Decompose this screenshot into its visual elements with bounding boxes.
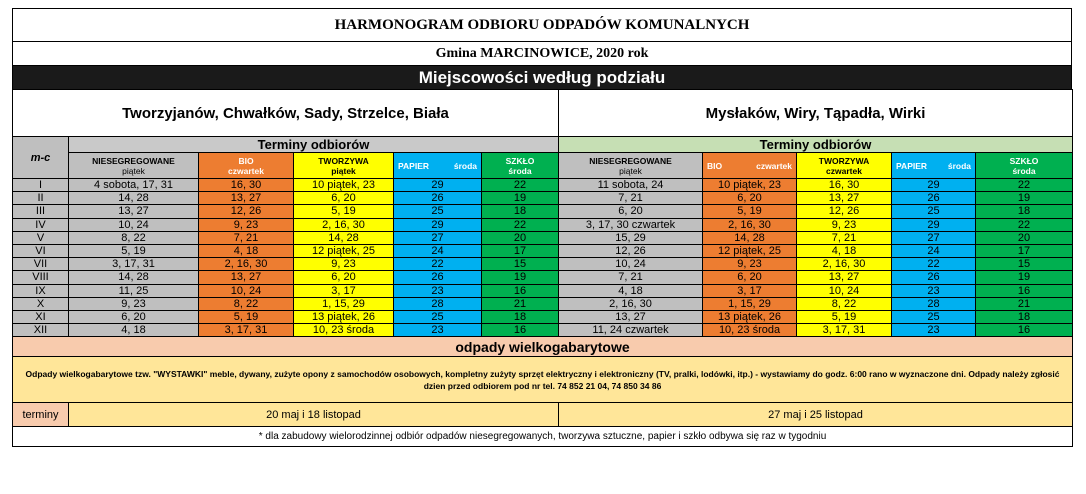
left-tworzywa-cell: 6, 20 [294, 192, 394, 205]
left-tworzywa-cell: 14, 28 [294, 231, 394, 244]
right-bio-cell: 5, 19 [703, 205, 797, 218]
right-szklo-cell: 21 [976, 297, 1073, 310]
right-papier-cell: 29 [892, 179, 976, 192]
month-label: II [13, 192, 69, 205]
right-tworzywa-cell: 5, 19 [797, 310, 892, 323]
right-areas: Mysłaków, Wiry, Tąpadła, Wirki [559, 90, 1073, 137]
right-bio-cell: 2, 16, 30 [703, 218, 797, 231]
section-header: Miejscowości według podziału [12, 65, 1072, 89]
left-niesegregowane-cell: 6, 20 [69, 310, 199, 323]
month-label: VI [13, 244, 69, 257]
left-niesegregowane-cell: 5, 19 [69, 244, 199, 257]
left-niesegregowane-cell: 10, 24 [69, 218, 199, 231]
left-szklo-cell: 18 [482, 310, 559, 323]
right-bulky-terms: 27 maj i 25 listopad [559, 403, 1073, 427]
right-szklo-cell: 22 [976, 218, 1073, 231]
left-bio-cell: 16, 30 [199, 179, 294, 192]
left-szklo-cell: 22 [482, 218, 559, 231]
table-row [13, 218, 1073, 231]
left-szklo-cell: 21 [482, 297, 559, 310]
schedule-sheet [12, 8, 1072, 447]
month-label: I [13, 179, 69, 192]
left-bio-cell: 4, 18 [199, 244, 294, 257]
right-szklo-cell: 16 [976, 324, 1073, 337]
month-label: IV [13, 218, 69, 231]
month-label: XI [13, 310, 69, 323]
right-papier-cell: 23 [892, 324, 976, 337]
month-label: III [13, 205, 69, 218]
right-papier-cell: 29 [892, 218, 976, 231]
right-header-bio: BIO czwartek [703, 153, 797, 179]
right-terminy-header: Terminy odbiorów [559, 137, 1073, 153]
left-papier-cell: 24 [394, 244, 482, 257]
month-label: XII [13, 324, 69, 337]
month-label: IX [13, 284, 69, 297]
right-niesegregowane-cell: 7, 21 [559, 271, 703, 284]
left-szklo-cell: 22 [482, 179, 559, 192]
right-tworzywa-cell: 2, 16, 30 [797, 258, 892, 271]
left-tworzywa-cell: 13 piątek, 26 [294, 310, 394, 323]
right-szklo-cell: 15 [976, 258, 1073, 271]
left-bio-cell: 13, 27 [199, 271, 294, 284]
right-tworzywa-cell: 4, 18 [797, 244, 892, 257]
table-row [13, 297, 1073, 310]
left-papier-cell: 29 [394, 218, 482, 231]
left-szklo-cell: 20 [482, 231, 559, 244]
month-label: X [13, 297, 69, 310]
table-row [13, 284, 1073, 297]
left-bio-cell: 9, 23 [199, 218, 294, 231]
left-niesegregowane-cell: 14, 28 [69, 271, 199, 284]
left-niesegregowane-cell: 8, 22 [69, 231, 199, 244]
right-bio-cell: 14, 28 [703, 231, 797, 244]
left-bio-cell: 12, 26 [199, 205, 294, 218]
left-bulky-terms: 20 maj i 18 listopad [69, 403, 559, 427]
bulky-waste-description: Odpady wielkogabarytowe tzw. "WYSTAWKI" meble, dywany, zużyte opony z samochodów osobowych, kompletny zużyty sprzęt elektryczny i elektroniczny (TV, pralki, lodówki, itp.) - wystawiamy do godz. 6:00 rano w wyznaczone dni. Odpady należy zgłosić dzien przed odbiorem pod nr tel. 74 852 21 04, 74 850 34 86 [13, 357, 1073, 403]
month-column-header: m-c [13, 137, 69, 179]
left-bio-cell: 13, 27 [199, 192, 294, 205]
right-header-niesegregowane: NIESEGREGOWANE piątek [559, 153, 703, 179]
right-szklo-cell: 20 [976, 231, 1073, 244]
right-papier-cell: 27 [892, 231, 976, 244]
month-label: VIII [13, 271, 69, 284]
left-niesegregowane-cell: 9, 23 [69, 297, 199, 310]
right-tworzywa-cell: 12, 26 [797, 205, 892, 218]
right-header-tworzywa: TWORZYWA czwartek [797, 153, 892, 179]
left-tworzywa-cell: 10, 23 środa [294, 324, 394, 337]
right-papier-cell: 23 [892, 284, 976, 297]
right-szklo-cell: 19 [976, 271, 1073, 284]
left-papier-cell: 27 [394, 231, 482, 244]
left-papier-cell: 22 [394, 258, 482, 271]
right-tworzywa-cell: 9, 23 [797, 218, 892, 231]
right-tworzywa-cell: 13, 27 [797, 271, 892, 284]
right-niesegregowane-cell: 12, 26 [559, 244, 703, 257]
left-szklo-cell: 19 [482, 192, 559, 205]
right-szklo-cell: 18 [976, 310, 1073, 323]
right-bio-cell: 1, 15, 29 [703, 297, 797, 310]
left-tworzywa-cell: 1, 15, 29 [294, 297, 394, 310]
table-row [13, 205, 1073, 218]
left-papier-cell: 28 [394, 297, 482, 310]
right-niesegregowane-cell: 3, 17, 30 czwartek [559, 218, 703, 231]
left-header-niesegregowane: NIESEGREGOWANE piątek [69, 153, 199, 179]
right-tworzywa-cell: 7, 21 [797, 231, 892, 244]
left-niesegregowane-cell: 11, 25 [69, 284, 199, 297]
table-row [13, 258, 1073, 271]
right-niesegregowane-cell: 10, 24 [559, 258, 703, 271]
right-szklo-cell: 19 [976, 192, 1073, 205]
left-tworzywa-cell: 6, 20 [294, 271, 394, 284]
right-niesegregowane-cell: 13, 27 [559, 310, 703, 323]
right-header-szklo: SZKŁO środa [976, 153, 1073, 179]
right-tworzywa-cell: 8, 22 [797, 297, 892, 310]
right-papier-cell: 25 [892, 205, 976, 218]
left-areas: Tworzyjanów, Chwałków, Sady, Strzelce, Biała [13, 90, 559, 137]
left-bio-cell: 2, 16, 30 [199, 258, 294, 271]
table-row [13, 192, 1073, 205]
left-header-szklo: SZKŁO środa [482, 153, 559, 179]
right-papier-cell: 28 [892, 297, 976, 310]
right-tworzywa-cell: 16, 30 [797, 179, 892, 192]
left-bio-cell: 7, 21 [199, 231, 294, 244]
right-niesegregowane-cell: 2, 16, 30 [559, 297, 703, 310]
left-szklo-cell: 18 [482, 205, 559, 218]
left-bio-cell: 5, 19 [199, 310, 294, 323]
left-papier-cell: 25 [394, 205, 482, 218]
left-szklo-cell: 17 [482, 244, 559, 257]
right-bio-cell: 12 piątek, 25 [703, 244, 797, 257]
table-row [13, 244, 1073, 257]
right-niesegregowane-cell: 15, 29 [559, 231, 703, 244]
left-bio-cell: 8, 22 [199, 297, 294, 310]
table-row [13, 271, 1073, 284]
left-tworzywa-cell: 12 piątek, 25 [294, 244, 394, 257]
right-bio-cell: 13 piątek, 26 [703, 310, 797, 323]
right-bio-cell: 10 piątek, 23 [703, 179, 797, 192]
left-tworzywa-cell: 3, 17 [294, 284, 394, 297]
left-terminy-header: Terminy odbiorów [69, 137, 559, 153]
right-papier-cell: 25 [892, 310, 976, 323]
right-tworzywa-cell: 13, 27 [797, 192, 892, 205]
right-niesegregowane-cell: 11, 24 czwartek [559, 324, 703, 337]
right-niesegregowane-cell: 6, 20 [559, 205, 703, 218]
left-tworzywa-cell: 9, 23 [294, 258, 394, 271]
left-niesegregowane-cell: 4 sobota, 17, 31 [69, 179, 199, 192]
left-papier-cell: 23 [394, 324, 482, 337]
left-header-tworzywa: TWORZYWA piątek [294, 153, 394, 179]
right-papier-cell: 26 [892, 192, 976, 205]
right-papier-cell: 26 [892, 271, 976, 284]
left-szklo-cell: 15 [482, 258, 559, 271]
right-bio-cell: 9, 23 [703, 258, 797, 271]
left-tworzywa-cell: 10 piątek, 23 [294, 179, 394, 192]
right-bio-cell: 3, 17 [703, 284, 797, 297]
right-bio-cell: 6, 20 [703, 192, 797, 205]
right-szklo-cell: 22 [976, 179, 1073, 192]
table-row [13, 231, 1073, 244]
left-papier-cell: 26 [394, 271, 482, 284]
left-header-papier: PAPIER środa [394, 153, 482, 179]
right-niesegregowane-cell: 4, 18 [559, 284, 703, 297]
right-bio-cell: 6, 20 [703, 271, 797, 284]
left-szklo-cell: 19 [482, 271, 559, 284]
left-papier-cell: 25 [394, 310, 482, 323]
table-row [13, 179, 1073, 192]
left-tworzywa-cell: 2, 16, 30 [294, 218, 394, 231]
table-row [13, 324, 1073, 337]
month-label: VII [13, 258, 69, 271]
right-papier-cell: 22 [892, 258, 976, 271]
left-niesegregowane-cell: 13, 27 [69, 205, 199, 218]
left-bio-cell: 10, 24 [199, 284, 294, 297]
right-niesegregowane-cell: 7, 21 [559, 192, 703, 205]
right-header-papier: PAPIER środa [892, 153, 976, 179]
right-niesegregowane-cell: 11 sobota, 24 [559, 179, 703, 192]
left-szklo-cell: 16 [482, 284, 559, 297]
right-tworzywa-cell: 10, 24 [797, 284, 892, 297]
schedule-table [12, 89, 1073, 447]
left-papier-cell: 29 [394, 179, 482, 192]
footnote: * dla zabudowy wielorodzinnej odbiór odpadów niesegregowanych, tworzywa sztuczne, papier i szkło odbywa się raz w tygodniu [13, 427, 1073, 447]
right-papier-cell: 24 [892, 244, 976, 257]
left-niesegregowane-cell: 4, 18 [69, 324, 199, 337]
document-title: HARMONOGRAM ODBIORU ODPADÓW KOMUNALNYCH [12, 8, 1072, 41]
left-papier-cell: 23 [394, 284, 482, 297]
right-szklo-cell: 17 [976, 244, 1073, 257]
left-niesegregowane-cell: 3, 17, 31 [69, 258, 199, 271]
left-header-bio: BIO czwartek [199, 153, 294, 179]
bulky-terms-label: terminy [13, 403, 69, 427]
left-szklo-cell: 16 [482, 324, 559, 337]
right-szklo-cell: 18 [976, 205, 1073, 218]
left-papier-cell: 26 [394, 192, 482, 205]
table-row [13, 310, 1073, 323]
right-tworzywa-cell: 3, 17, 31 [797, 324, 892, 337]
left-tworzywa-cell: 5, 19 [294, 205, 394, 218]
left-bio-cell: 3, 17, 31 [199, 324, 294, 337]
right-szklo-cell: 16 [976, 284, 1073, 297]
document-subtitle: Gmina MARCINOWICE, 2020 rok [12, 41, 1072, 65]
month-label: V [13, 231, 69, 244]
left-niesegregowane-cell: 14, 28 [69, 192, 199, 205]
right-bio-cell: 10, 23 środa [703, 324, 797, 337]
bulky-waste-header: odpady wielkogabarytowe [13, 337, 1073, 357]
